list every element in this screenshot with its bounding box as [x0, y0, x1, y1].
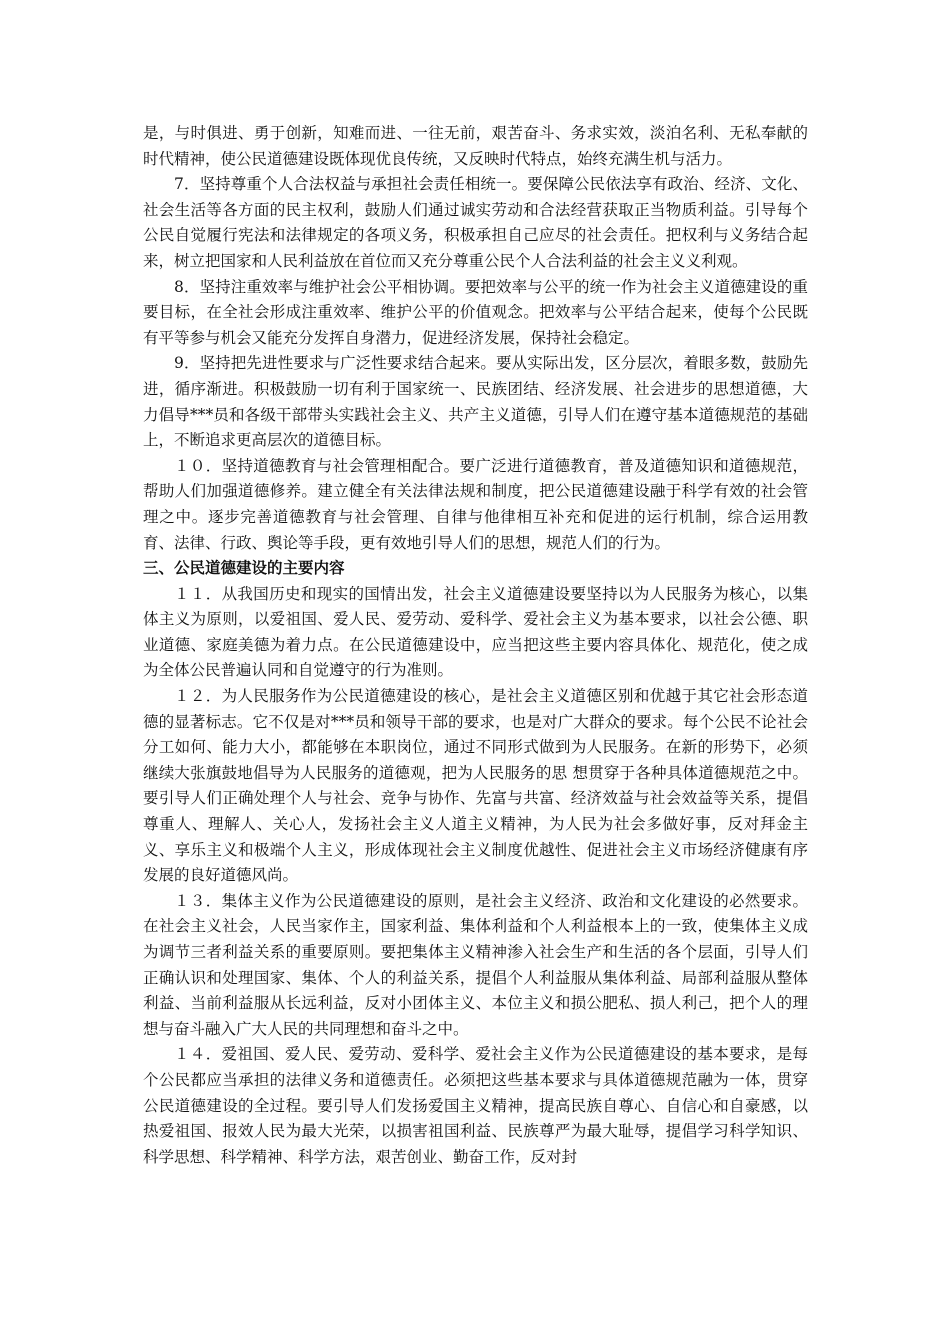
document-page	[143, 121, 808, 1170]
paragraph-7: 7．坚持尊重个人合法权益与承担社会责任相统一。要保障公民依法享有政治、经济、文化、社会生活等各方面的民主权利，鼓励人们通过诚实劳动和合法经营获取正当物质利益。引导每个公民自觉履行宪法和法律规定的各项义务，积极承担自己应尽的社会责任。把权利与义务结合起来，树立把国家和人民利益放在首位而又充分尊重公民个人合法利益的社会主义义利观。	[143, 175, 808, 270]
paragraph-13: １３．集体主义作为公民道德建设的原则，是社会主义经济、政治和文化建设的必然要求。在社会主义社会，人民当家作主，国家利益、集体利益和个人利益根本上的一致，使集体主义成为调节三者利益关系的重要原则。要把集体主义精神渗入社会生产和生活的各个层面，引导人们正确认识和处理国家、集体、个人的利益关系，提倡个人利益服从集体利益、局部利益服从整体利益、当前利益服从长远利益，反对小团体主义、本位主义和损公肥私、损人利己，把个人的理想与奋斗融入广大人民的共同理想和奋斗之中。	[143, 891, 808, 1038]
paragraph-9: 9．坚持把先进性要求与广泛性要求结合起来。要从实际出发，区分层次，着眼多数，鼓励先进，循序渐进。积极鼓励一切有利于国家统一、民族团结、经济发展、社会进步的思想道德，大力倡导***员和各级干部带头实践社会主义、共产主义道德，引导人们在遵守基本道德规范的基础上，不断追求更高层次的道德目标。	[143, 354, 808, 450]
section-heading: 三、公民道德建设的主要内容	[143, 559, 345, 578]
paragraph-6-continued: 是，与时俱进、勇于创新，知难而进、一往无前，艰苦奋斗、务求实效，淡泊名利、无私奉献的时代精神，使公民道德建设既体现优良传统，又反映时代特点，始终充满生机与活力。	[143, 124, 808, 168]
paragraph-12: １２．为人民服务作为公民道德建设的核心，是社会主义道德区别和优越于其它社会形态道德的显著标志。它不仅是对***员和领导干部的要求，也是对广大群众的要求。每个公民不论社会分工如何、能力大小，都能够在本职岗位，通过不同形式做到为人民服务。在新的形势下，必须继续大张旗鼓地倡导为人民服务的道德观，把为人民服务的思 想贯穿于各种具体道德规范之中。要引导人们正确处理个人与社会、竞争与协作、先富与共富、经济效益与社会效益等关系，提倡尊重人、理解人、关心人，发扬社会主义人道主义精神，为人民为社会多做好事，反对拜金主义、享乐主义和极端个人主义，形成体现社会主义制度优越性、促进社会主义市场经济健康有序发展的良好道德风尚。	[143, 687, 808, 885]
paragraph-10: １０．坚持道德教育与社会管理相配合。要广泛进行道德教育，普及道德知识和道德规范，帮助人们加强道德修养。建立健全有关法律法规和制度，把公民道德建设融于科学有效的社会管理之中。逐步完善道德教育与社会管理、自律与他律相互补充和促进的运行机制，综合运用教育、法律、行政、舆论等手段，更有效地引导人们的思想，规范人们的行为。	[143, 456, 808, 552]
paragraph-11: １１．从我国历史和现实的国情出发，社会主义道德建设要坚持以为人民服务为核心，以集体主义为原则，以爱祖国、爱人民、爱劳动、爱科学、爱社会主义为基本要求，以社会公德、职业道德、家庭美德为着力点。在公民道德建设中，应当把这些主要内容具体化、规范化，使之成为全体公民普遍认同和自觉遵守的行为准则。	[143, 584, 808, 680]
paragraph-8: 8．坚持注重效率与维护社会公平相协调。要把效率与公平的统一作为社会主义道德建设的重要目标，在全社会形成注重效率、维护公平的价值观念。把效率与公平结合起来，使每个公民既有平等参与机会又能充分发挥自身潜力，促进经济发展，保持社会稳定。	[143, 277, 808, 347]
paragraph-14: １４．爱祖国、爱人民、爱劳动、爱科学、爱社会主义作为公民道德建设的基本要求，是每个公民都应当承担的法律义务和道德责任。必须把这些基本要求与具体道德规范融为一体，贯穿公民道德建设的全过程。要引导人们发扬爱国主义精神，提高民族自尊心、自信心和自豪感，以热爱祖国、报效人民为最大光荣，以损害祖国利益、民族尊严为最大耻辱，提倡学习科学知识、科学思想、科学精神、科学方法，艰苦创业、勤奋工作，反对封	[143, 1045, 808, 1166]
